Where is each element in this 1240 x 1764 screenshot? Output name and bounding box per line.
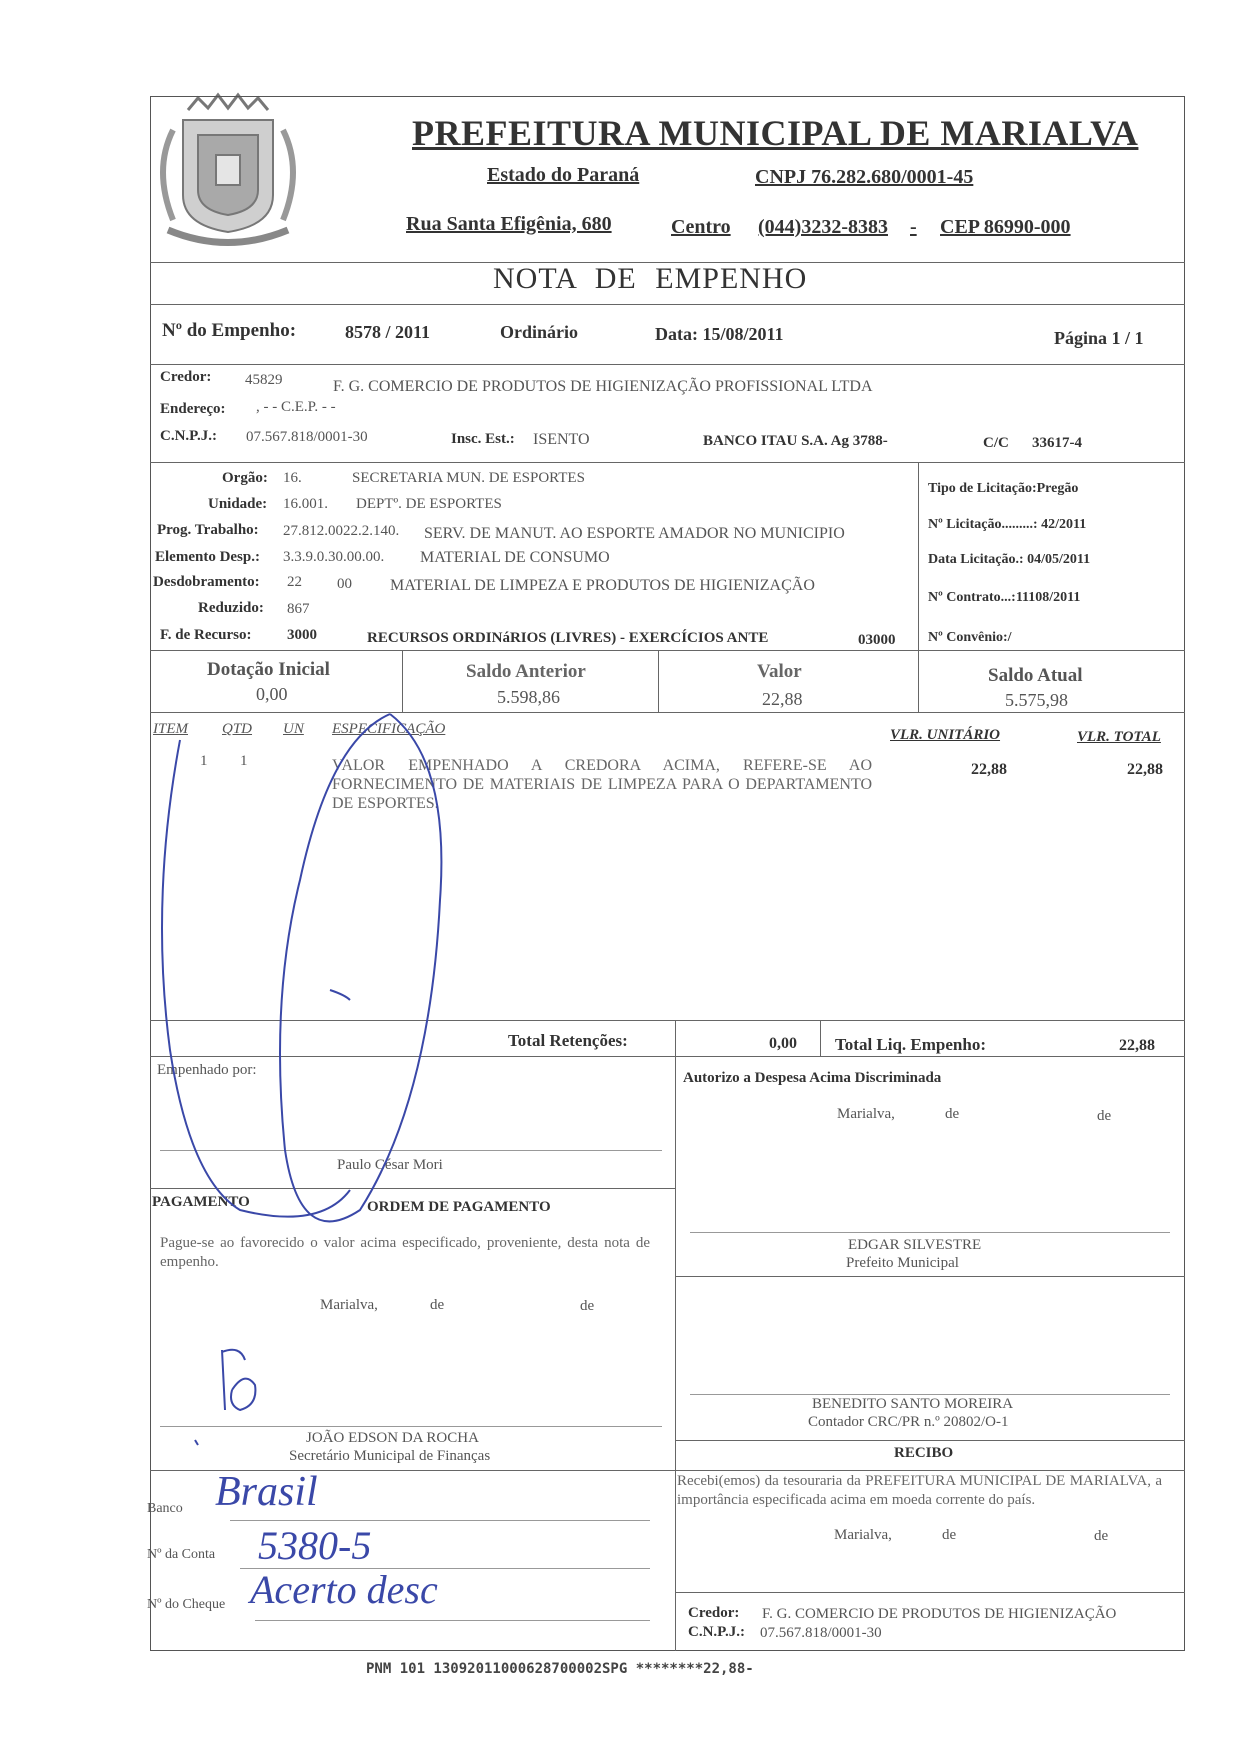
convenio-numero: Nº Convênio:/ [928,630,1012,645]
creditor-label: Credor: [160,369,212,385]
divider [150,712,1185,713]
reduzido-label: Reduzido: [198,600,264,616]
footer-code: PNM 101 13092011000628700002SPG ********22,88- [366,1661,754,1677]
recibo-credor: F. G. COMERCIO DE PRODUTOS DE HIGIENIZAÇÃO [762,1606,1117,1622]
divider [675,1020,676,1651]
licitacao-numero: Nº Licitação.........: 42/2011 [928,517,1087,532]
date-de: de [430,1297,445,1313]
date-de: de [580,1298,595,1314]
field-line [230,1520,650,1521]
saldo-anterior-value: 5.598,86 [497,687,560,707]
secretario-name: JOÃO EDSON DA ROCHA [306,1430,479,1446]
banco-handwritten: Brasil [215,1469,318,1515]
empenho-date: Data: 15/08/2011 [655,324,784,344]
desd-name: MATERIAL DE LIMPEZA E PRODUTOS DE HIGIENIZAÇÃO [390,577,815,594]
divider [675,1440,1185,1441]
date-city: Marialva, [320,1297,378,1313]
reduzido-value: 867 [287,601,310,617]
date-de: de [942,1527,957,1543]
empenhado-por-name: Paulo César Mori [337,1157,443,1173]
licitacao-data: Data Licitação.: 04/05/2011 [928,552,1091,567]
pagamento-label: PAGAMENTO [152,1194,250,1210]
divider [150,304,1185,305]
creditor-code: 45829 [245,372,283,388]
table-row-unit: 22,88 [971,761,1007,778]
date-de: de [945,1106,960,1122]
fonte-label: F. de Recurso: [160,627,252,643]
elem-name: MATERIAL DE CONSUMO [420,549,610,566]
recibo-text: Recebi(emos) da tesouraria da PREFEITURA MUNICIPAL DE MARIALVA, a importância especificada acima em moeda corrente do país. [677,1473,1162,1508]
field-line [255,1620,650,1621]
table-row-qtd: 1 [240,753,248,769]
cheque-label: Nº do Cheque [147,1597,226,1612]
saldo-atual-value: 5.575,98 [1005,690,1068,710]
desd-code: 22 [287,574,302,590]
empenho-number: 8578 / 2011 [345,322,431,342]
insc-value: ISENTO [533,431,590,448]
divider [658,650,659,712]
col-un: UN [283,721,304,737]
divider [150,650,1185,651]
date-city: Marialva, [834,1527,892,1543]
contador-name: BENEDITO SANTO MOREIRA [812,1396,1014,1412]
liquido-label: Total Liq. Empenho: [835,1035,986,1054]
street-address: Rua Santa Efigênia, 680 [406,213,612,235]
cep: CEP 86990-000 [940,216,1071,238]
col-qtd: QTD [222,721,253,737]
divider [150,1020,1185,1021]
orgao-label: Orgão: [222,470,268,486]
cheque-handwritten: Acerto desc [250,1567,438,1612]
empenho-number-label: Nº do Empenho: [162,320,297,341]
conta-handwritten: 5380-5 [258,1523,372,1568]
district: Centro [671,216,731,238]
recibo-cnpj: 07.567.818/0001-30 [760,1625,882,1641]
unidade-code: 16.001. [283,496,328,512]
cc-value: 33617-4 [1032,435,1082,451]
col-unit: VLR. UNITÁRIO [890,727,1001,743]
prog-label: Prog. Trabalho: [157,522,259,538]
table-row-total: 22,88 [1127,761,1163,778]
saldo-anterior-label: Saldo Anterior [466,661,586,682]
empenhado-por-label: Empenhado por: [157,1062,257,1078]
unidade-name: DEPTº. DE ESPORTES [356,496,502,512]
valor-value: 22,88 [762,689,803,709]
contrato-numero: Nº Contrato...:11108/2011 [928,590,1081,605]
phone: (044)3232-8383 [758,216,888,238]
creditor-name: F. G. COMERCIO DE PRODUTOS DE HIGIENIZAÇÃO PROFISSIONAL LTDA [333,378,873,395]
saldo-atual-label: Saldo Atual [988,665,1083,686]
divider [675,1592,1185,1593]
signature-line [160,1150,662,1151]
cnpj-label: CNPJ 76.282.680/0001-45 [755,166,974,188]
elem-code: 3.3.9.0.30.00.00. [283,549,385,565]
recibo-credor-label: Credor: [688,1605,740,1621]
empenho-type: Ordinário [500,322,579,342]
fonte-code: 3000 [287,627,317,643]
pague-se-text: Pague-se ao favorecido o valor acima especificado, proveniente, desta nota de empenho. [160,1235,650,1270]
recibo-title: RECIBO [894,1445,954,1461]
autorizo-label: Autorizo a Despesa Acima Discriminada [683,1070,942,1086]
signature-line [690,1394,1170,1395]
dash: - [910,216,917,238]
address-label: Endereço: [160,401,226,417]
prog-code: 27.812.0022.2.140. [283,523,400,539]
contador-role: Contador CRC/PR n.º 20802/O-1 [808,1414,1009,1430]
insc-label: Insc. Est.: [451,431,515,447]
page-number: Página 1 / 1 [1054,328,1144,348]
prefeito-name: EDGAR SILVESTRE [848,1237,982,1253]
ordem-pagamento-label: ORDEM DE PAGAMENTO [367,1199,551,1215]
signature-line [160,1426,662,1427]
document-title: NOTA DE EMPENHO [493,262,808,295]
divider [150,462,1185,463]
dotacao-label: Dotação Inicial [207,659,330,680]
address-value: , - - C.E.P. - - [256,399,336,415]
divider [820,1020,821,1056]
page-title: PREFEITURA MUNICIPAL DE MARIALVA [412,113,1139,153]
desd-label: Desdobramento: [153,574,260,590]
divider [675,1276,1185,1277]
cc-label: C/C [983,435,1009,451]
prefeito-role: Prefeito Municipal [846,1255,959,1271]
orgao-code: 16. [283,470,302,486]
table-row-spec: VALOR EMPENHADO A CREDORA ACIMA, REFERE-SE AO FORNECIMENTO DE MATERIAIS DE LIMPEZA PARA O DEPARTAMENTO DE ESPORTES. [332,757,872,812]
signature-line [690,1232,1170,1233]
bank-info: BANCO ITAU S.A. Ag 3788- [703,433,888,449]
fonte-code-2: 03000 [858,632,896,648]
divider [402,650,403,712]
col-spec: ESPECIFICAÇÃO [332,721,446,737]
elem-label: Elemento Desp.: [155,549,260,565]
creditor-cnpj: 07.567.818/0001-30 [246,429,368,445]
retencoes-value: 0,00 [769,1035,797,1052]
table-row-item: 1 [200,753,208,769]
conta-label: Nº da Conta [147,1547,216,1562]
prog-name: SERV. DE MANUT. AO ESPORTE AMADOR NO MUNICIPIO [424,525,845,542]
fonte-name: RECURSOS ORDINáRIOS (LIVRES) - EXERCÍCIOS ANTE [367,630,769,646]
divider [150,364,1185,365]
unidade-label: Unidade: [208,496,268,512]
col-item: ITEM [153,721,188,737]
divider [150,1188,675,1189]
licitacao-tipo: Tipo de Licitação:Pregão [928,481,1079,496]
secretario-role: Secretário Municipal de Finanças [289,1448,491,1464]
liquido-value: 22,88 [1119,1037,1155,1054]
orgao-name: SECRETARIA MUN. DE ESPORTES [352,470,585,486]
date-de: de [1094,1528,1109,1544]
state-label: Estado do Paraná [487,164,640,186]
valor-label: Valor [757,661,802,682]
date-city: Marialva, [837,1106,895,1122]
divider [918,462,919,712]
desd-sub: 00 [337,576,352,592]
retencoes-label: Total Retenções: [508,1031,628,1050]
divider [150,1056,1185,1057]
dotacao-value: 0,00 [256,684,288,704]
cnpj-field-label: C.N.P.J.: [160,428,217,444]
col-total: VLR. TOTAL [1077,729,1161,745]
date-de: de [1097,1108,1112,1124]
banco-label: Banco [147,1501,183,1516]
recibo-cnpj-label: C.N.P.J.: [688,1624,745,1640]
